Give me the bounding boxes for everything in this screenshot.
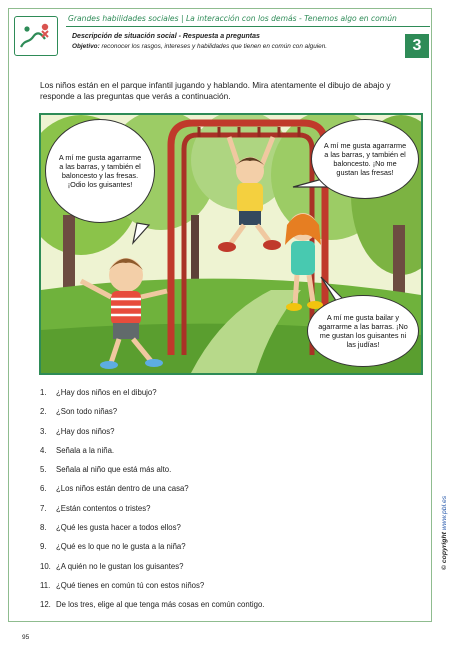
question-number: 3. xyxy=(40,426,47,436)
list-item xyxy=(40,542,420,561)
question-number: 7. xyxy=(40,503,47,513)
list-item xyxy=(40,523,420,542)
question-number: 4. xyxy=(40,445,47,455)
question-text: ¿Qué les gusta hacer a todos ellos? xyxy=(56,523,181,533)
speech-bubble-girl: A mí me gusta bailar y agarrarme a las barras. ¡No me gustan los guisantes ni las judías! xyxy=(307,295,419,367)
list-item xyxy=(40,600,420,619)
list-item xyxy=(40,407,420,426)
question-text: ¿Hay dos niños en el dibujo? xyxy=(56,388,157,397)
question-number: 2. xyxy=(40,407,47,417)
list-item xyxy=(40,581,420,600)
question-list xyxy=(40,388,420,620)
question-text: ¿A quién no le gustan los guisantes? xyxy=(56,561,184,571)
list-item xyxy=(40,562,420,581)
question-text: ¿Están contentos o tristes? xyxy=(56,503,151,513)
logo-icon xyxy=(14,16,58,56)
question-text: ¿Son todo niñas? xyxy=(56,407,118,417)
page-number: 95 xyxy=(22,634,30,641)
activity-objective xyxy=(72,43,327,50)
series-title: Grandes habilidades sociales | La interacción con los demás - Tenemos algo en común xyxy=(68,14,397,23)
question-number: 12. xyxy=(40,600,51,610)
speech-bubble-boy-hanging: A mí me gusta agarrarme a las barras, y también el baloncesto. ¡No me gustan las fresas! xyxy=(311,119,419,199)
list-item xyxy=(40,388,420,407)
playground-illustration xyxy=(39,113,423,375)
question-text: ¿Hay dos niños? xyxy=(56,426,115,436)
question-number: 1. xyxy=(40,388,47,397)
question-text: Señala al niño que está más alto. xyxy=(56,465,172,475)
copyright-site-link[interactable]: www.pbl.es xyxy=(441,495,448,531)
question-text: ¿Los niños están dentro de una casa? xyxy=(56,484,189,494)
question-number: 11. xyxy=(40,580,51,590)
question-text: ¿Qué es lo que no le gusta a la niña? xyxy=(56,542,186,552)
activity-number-badge: 3 xyxy=(405,34,429,58)
header-divider xyxy=(66,26,430,27)
list-item xyxy=(40,484,420,503)
objective-text: reconocer los rasgos, intereses y habilidades que tienen en común con alguien. xyxy=(99,43,328,50)
list-item xyxy=(40,446,420,465)
question-text: Señala a la niña. xyxy=(56,445,115,455)
question-number: 9. xyxy=(40,542,47,552)
copyright-notice xyxy=(430,480,448,570)
question-number: 6. xyxy=(40,484,47,494)
intro-text: Los niños están en el parque infantil jugando y hablando. Mira atentamente el dibujo de abajo y responde a las preguntas que verás a continuación. xyxy=(40,80,391,101)
list-item xyxy=(40,504,420,523)
objective-label: Objetivo: xyxy=(72,43,100,50)
copyright-label: © copyright xyxy=(441,532,448,570)
question-text: ¿Qué tienes en común tú con estos niños? xyxy=(56,580,205,590)
question-number: 8. xyxy=(40,523,47,533)
question-text: De los tres, elige al que tenga más cosas en común contigo. xyxy=(56,600,265,610)
speech-bubble-boy-left: A mí me gusta agarrarme a las barras, y también el baloncesto y las fresas. ¡Odio los guisantes! xyxy=(45,119,155,223)
list-item xyxy=(40,427,420,446)
list-item xyxy=(40,465,420,484)
activity-description: Descripción de situación social - Respuesta a preguntas xyxy=(72,33,260,40)
question-number: 5. xyxy=(40,465,47,475)
question-number: 10. xyxy=(40,561,51,571)
